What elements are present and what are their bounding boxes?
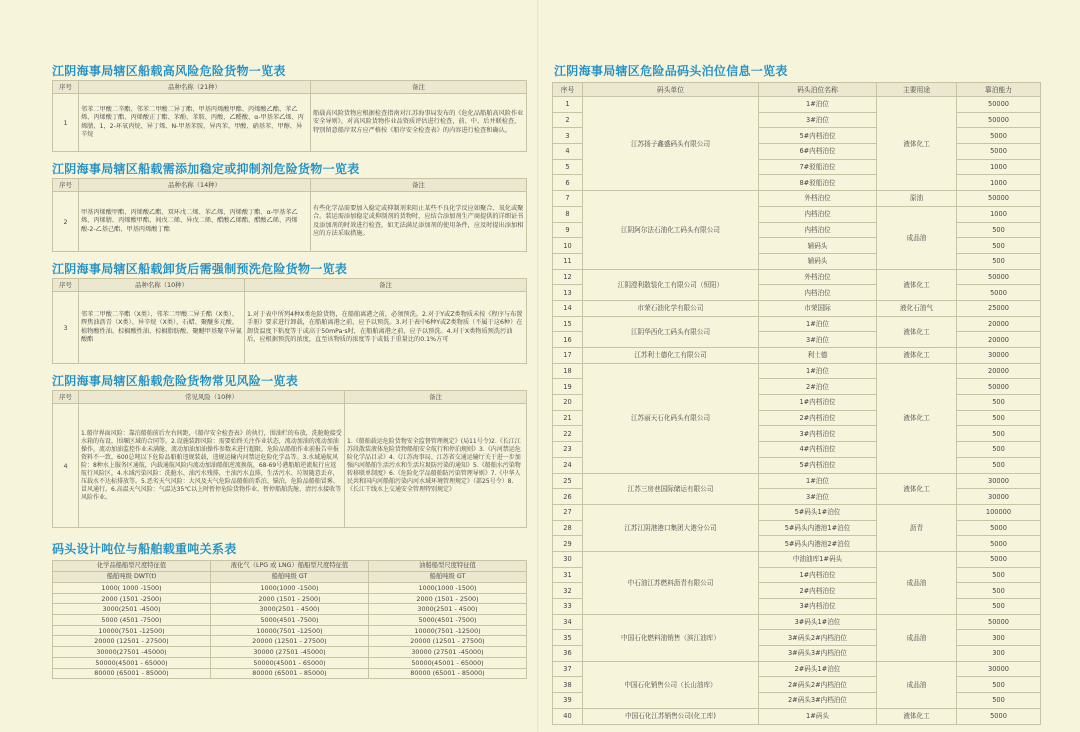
berth-cell: 5#码头内港池1#泊位	[759, 520, 877, 536]
capacity-cell: 50000	[957, 614, 1041, 630]
row-number: 22	[553, 426, 583, 442]
row-number: 6	[553, 175, 583, 191]
common-risk-table	[52, 390, 527, 528]
use-cell: 液化石油气	[877, 300, 957, 316]
gas-ship-subheader: 船舶吨级 GT	[211, 572, 369, 583]
company-cell: 江阴澄利散装化工有限公司（恒阳）	[583, 269, 759, 300]
berth-cell: 2#码头3#内档泊位	[759, 693, 877, 709]
berth-cell: 5#码头内港池2#泊位	[759, 536, 877, 552]
use-cell: 液体化工	[877, 708, 957, 724]
company-cell: 江苏丽天石化码头有限公司	[583, 363, 759, 473]
chemical-ship-subheader: 船舶吨级 DWT(t)	[53, 572, 211, 583]
capacity-cell: 20000	[957, 363, 1041, 379]
berth-cell: 3#码头2#内档泊位	[759, 630, 877, 646]
tonnage-cell: 2000 (1501 - 2500)	[211, 593, 369, 604]
table-row	[553, 504, 1041, 520]
tonnage-cell: 3000(2501 - 4500)	[211, 604, 369, 615]
table-row	[553, 269, 1041, 285]
col-header-capacity: 靠泊能力	[957, 83, 1041, 97]
row-number: 13	[553, 285, 583, 301]
row-number: 29	[553, 536, 583, 552]
capacity-cell: 500	[957, 222, 1041, 238]
capacity-cell: 500	[957, 253, 1041, 269]
row-number: 4	[53, 404, 79, 528]
col-header-note: 备注	[245, 279, 527, 292]
berth-table-title: 江阴海事局辖区危险品码头泊位信息一览表	[554, 64, 788, 78]
tonnage-cell: 50000(45001 - 65000)	[53, 657, 211, 668]
tonnage-cell: 80000 (65001 - 85000)	[369, 668, 527, 679]
use-cell: 成品油	[877, 551, 957, 614]
col-header-no: 序号	[53, 391, 79, 404]
row-number: 28	[553, 520, 583, 536]
capacity-cell: 500	[957, 410, 1041, 426]
berth-cell: 2#泊位	[759, 379, 877, 395]
capacity-cell: 1000	[957, 175, 1041, 191]
row-number: 38	[553, 677, 583, 693]
col-header-no: 序号	[53, 279, 79, 292]
row-number: 3	[553, 128, 583, 144]
tonnage-cell: 3000(2501 - 4500)	[369, 604, 527, 615]
row-number: 33	[553, 599, 583, 615]
berth-cell: 中油油库1#码头	[759, 551, 877, 567]
tonnage-cell: 5000(4501 -7500)	[211, 615, 369, 626]
tonnage-cell: 50000(45001 - 65000)	[369, 657, 527, 668]
use-cell: 成品油	[877, 206, 957, 269]
tonnage-cell: 2000 (1501 -2500)	[53, 593, 211, 604]
berth-cell: 3#内档泊位	[759, 426, 877, 442]
company-cell: 江苏江阴港港口集团大港分公司	[583, 504, 759, 551]
tonnage-cell: 20000 (12501 - 27500)	[53, 636, 211, 647]
row-number: 2	[53, 192, 79, 252]
row-number: 40	[553, 708, 583, 724]
table-row	[553, 316, 1041, 332]
col-header-note: 备注	[345, 391, 527, 404]
use-cell: 液体化工	[877, 316, 957, 347]
tonnage-cell: 20000 (12501 - 27500)	[211, 636, 369, 647]
capacity-cell: 5000	[957, 128, 1041, 144]
berth-table	[552, 82, 1041, 725]
row-number: 12	[553, 269, 583, 285]
regulation-list: 1.《船舶载运危险货物安全监督管理规定》(局11号令)2.《长江江苏段散装液体危险货物船舶安全航行和停泊规则》3.《内河禁运危险化学品目录》4.《江苏海事局、江苏省交通运输厅关于进一步加强内河船舶生活污水和生活垃圾防污染的通知》5.《船舶水污染物转移联单制度》6.《危险化学品船舶防污染管理导则》7.《中华人民共和国内河船舶污染内河水域环境管理规定》（部25号令）8.《长江干线水上交通安全管理特别规定》	[345, 404, 527, 528]
tonnage-cell: 3000(2501 -4500)	[53, 604, 211, 615]
remark: 船载高风险货物应根据检查指南对江苏海事局发布的《危化品船舶高风险作业安全导则》，对高风险货物作业品资质评估进行检查，前、中、后并联检查，特别留意船岸双方应严格按《船岸安全检查表》的内容进行检查和确认。	[311, 94, 527, 152]
table-row	[53, 625, 527, 636]
col-header-note: 备注	[311, 81, 527, 94]
berth-cell: 1#泊位	[759, 473, 877, 489]
use-cell: 液体化工	[877, 97, 957, 191]
capacity-cell: 500	[957, 693, 1041, 709]
col-header-use: 主要用途	[877, 83, 957, 97]
company-cell: 中石油江苏燃料沥青有限公司	[583, 551, 759, 614]
row-number: 23	[553, 442, 583, 458]
table-row	[553, 97, 1041, 113]
oil-ship-subheader: 船舶吨级 GT	[369, 572, 527, 583]
capacity-cell: 500	[957, 599, 1041, 615]
berth-cell: 1#内档泊位	[759, 395, 877, 411]
remark: 1.对于表中所列4种X类危险货物，在船舶离港之前，必须预洗。2.对于Y或Z类物质未按《程序与布置手册》要求进行卸载，在船舶离港之前，应予以预洗。3.对于表中6种Y或Z类物质（不属于这6种）在卸货温度下粘度等于或高于50mPa·s时，在船舶离港之前，应予以预洗。4.对于X类物质预洗污油后，应根据预洗的浓度，直至该物质的浓度等于或低于重量比的0.1%方可	[245, 292, 527, 364]
table3-title: 江阴海事局辖区船载卸货后需强制预洗危险货物一览表	[52, 262, 348, 276]
tonnage-cell: 1000(1000 -1500)	[211, 583, 369, 594]
row-number: 9	[553, 222, 583, 238]
row-number: 21	[553, 410, 583, 426]
capacity-cell: 30000	[957, 489, 1041, 505]
remark: 有些化学品需要加入稳定或抑制剂来阻止某些不良化学反应如聚合、氧化或聚合。装运需添加稳定或抑制剂的货物时，应结合添加剂生产商提供的详细证书及添加剂的时效进行检查，如无法满足添加剂的使用条件，应及时提出添加相应的方法采取措施。	[311, 192, 527, 252]
row-number: 10	[553, 238, 583, 254]
berth-cell: 2#内档泊位	[759, 583, 877, 599]
capacity-cell: 50000	[957, 191, 1041, 207]
tonnage-cell: 80000 (65001 - 85000)	[53, 668, 211, 679]
berth-cell: 2#码头1#泊位	[759, 661, 877, 677]
capacity-cell: 500	[957, 457, 1041, 473]
capacity-cell: 1000	[957, 206, 1041, 222]
berth-cell: 1#内档泊位	[759, 567, 877, 583]
berth-cell: 3#泊位	[759, 489, 877, 505]
row-number: 1	[553, 97, 583, 113]
capacity-cell: 1000	[957, 159, 1041, 175]
berth-cell: 7#驳船泊位	[759, 159, 877, 175]
capacity-cell: 30000	[957, 661, 1041, 677]
col-header-no: 序号	[53, 81, 79, 94]
company-cell: 江阴华西化工码头有限公司	[583, 316, 759, 347]
right-page	[540, 0, 1080, 732]
berth-cell: 外档泊位	[759, 269, 877, 285]
capacity-cell: 5000	[957, 144, 1041, 160]
capacity-cell: 20000	[957, 332, 1041, 348]
table5-title: 码头设计吨位与船舶载重吨关系表	[52, 542, 237, 556]
table2-title: 江阴海事局辖区船载需添加稳定或抑制剂危险货物一览表	[52, 162, 360, 176]
row-number: 11	[553, 253, 583, 269]
table-row	[553, 191, 1041, 207]
table4-title: 江阴海事局辖区船载危险货物常见风险一览表	[52, 374, 299, 388]
tonnage-cell: 5000(4501 -7500)	[369, 615, 527, 626]
row-number: 31	[553, 567, 583, 583]
capacity-cell: 100000	[957, 504, 1041, 520]
row-number: 8	[553, 206, 583, 222]
capacity-cell: 300	[957, 646, 1041, 662]
berth-cell: 1#泊位	[759, 316, 877, 332]
col-header-name: 品种名称（14种）	[79, 179, 311, 192]
use-cell: 成品油	[877, 661, 957, 708]
row-number: 25	[553, 473, 583, 489]
row-number: 26	[553, 489, 583, 505]
table-row	[53, 647, 527, 658]
berth-cell: 6#内档泊位	[759, 144, 877, 160]
col-header-risk: 常见风险（10种）	[79, 391, 345, 404]
tonnage-cell: 10000(7501 -12500)	[211, 625, 369, 636]
company-cell: 市荣石油化学有限公司	[583, 300, 759, 316]
capacity-cell: 5000	[957, 551, 1041, 567]
capacity-cell: 50000	[957, 112, 1041, 128]
capacity-cell: 25000	[957, 300, 1041, 316]
tonnage-cell: 30000 (27501 -45000)	[369, 647, 527, 658]
row-number: 1	[53, 94, 79, 152]
berth-cell: 市荣国际	[759, 300, 877, 316]
table-row	[553, 300, 1041, 316]
capacity-cell: 500	[957, 395, 1041, 411]
capacity-cell: 5000	[957, 285, 1041, 301]
oil-ship-header: 油船船型尺度特征值	[369, 561, 527, 572]
berth-cell: 2#码头2#内档泊位	[759, 677, 877, 693]
berth-cell: 5#码头1#泊位	[759, 504, 877, 520]
capacity-cell: 50000	[957, 269, 1041, 285]
row-number: 32	[553, 583, 583, 599]
col-header-no: 序号	[553, 83, 583, 97]
company-cell: 江阴阿尔法石油化工码头有限公司	[583, 191, 759, 269]
berth-cell: 4#内档泊位	[759, 442, 877, 458]
col-header-name: 品种名称（21种）	[79, 81, 311, 94]
tonnage-cell: 80000 (65001 - 85000)	[211, 668, 369, 679]
berth-cell: 3#码头1#泊位	[759, 614, 877, 630]
capacity-cell: 50000	[957, 379, 1041, 395]
tonnage-cell: 5000 (4501 -7500)	[53, 615, 211, 626]
berth-cell: 2#内档泊位	[759, 410, 877, 426]
use-cell: 液体化工	[877, 269, 957, 300]
table-row	[53, 615, 527, 626]
capacity-cell: 500	[957, 583, 1041, 599]
table-row	[553, 614, 1041, 630]
row-number: 18	[553, 363, 583, 379]
risk-list: 1.船岸界面风险：靠泊船舶前后左右间距，《船岸安全检查表》的执行，围油栏的布放，洗舱舱接受水箱的布设，围堰区域的合同等。2.设施装卸风险：需要始终关注作业状态，流动加油的流动加油操作，流动加油监控作业未满舱，流动加油加油操作参数未进行超限，危险品船舶作业前报告申报资料不一致，600总吨以下危险品船舶违规装载，违规运输内河禁运危险化学品等。3.水域通航风险：8种水上服务区通航，内载通航风险内流动加油船舶逆流换航，68-69号港船舶逆流航行应返航行风险区，4.水域污染风险：洗舱水、油污水残排，主油污水直排，生活污水、垃圾随意丢弃，压载水不达标排放等。5.恶劣天气风险：大风及天气危险品船舶的系泊、锚泊，危险品船舶冒雾、冒风通行。6.高温天气风险：气温达35℃以上时暂停危险货物作业，暂停船舶洗舱、清污水接收等风险作业。	[79, 404, 345, 528]
row-number: 2	[553, 112, 583, 128]
capacity-cell: 500	[957, 567, 1041, 583]
row-number: 4	[553, 144, 583, 160]
tonnage-cell: 1000( 1000 -1500)	[53, 583, 211, 594]
berth-cell: 3#码头3#内档泊位	[759, 646, 877, 662]
berth-cell: 8#驳船泊位	[759, 175, 877, 191]
prewash-cargo-table	[52, 278, 527, 364]
col-header-name: 品种名称（10种）	[79, 279, 245, 292]
gas-ship-header: 液化气（LPG 或 LNG）船船型尺度特征值	[211, 561, 369, 572]
tonnage-cell: 2000 (1501 - 2500)	[369, 593, 527, 604]
table1-title: 江阴海事局辖区船载高风险危险货物一览表	[52, 64, 286, 78]
row-number: 30	[553, 551, 583, 567]
capacity-cell: 5000	[957, 708, 1041, 724]
capacity-cell: 500	[957, 238, 1041, 254]
use-cell: 原油	[877, 191, 957, 207]
company-cell: 中国石化燃料油销售（滨江油库）	[583, 614, 759, 661]
use-cell: 液体化工	[877, 348, 957, 364]
table-row	[553, 363, 1041, 379]
row-number: 17	[553, 348, 583, 364]
row-number: 5	[553, 159, 583, 175]
row-number: 20	[553, 395, 583, 411]
use-cell: 液体化工	[877, 363, 957, 473]
table-row	[53, 657, 527, 668]
row-number: 37	[553, 661, 583, 677]
tonnage-cell: 10000(7501 -12500)	[369, 625, 527, 636]
company-cell: 中国石化销售公司（长山油库）	[583, 661, 759, 708]
capacity-cell: 30000	[957, 473, 1041, 489]
table-row	[553, 473, 1041, 489]
berth-cell: 1#泊位	[759, 97, 877, 113]
row-number: 36	[553, 646, 583, 662]
row-number: 39	[553, 693, 583, 709]
berth-cell: 辅码头	[759, 238, 877, 254]
row-number: 34	[553, 614, 583, 630]
chemical-ship-header: 化学品船船型尺度特征值	[53, 561, 211, 572]
capacity-cell: 300	[957, 630, 1041, 646]
high-risk-cargo-table	[52, 80, 527, 152]
table-row	[53, 604, 527, 615]
berth-cell: 5#内档泊位	[759, 128, 877, 144]
use-cell: 液体化工	[877, 473, 957, 504]
tonnage-table	[52, 560, 527, 679]
col-header-berth: 码头泊位名称	[759, 83, 877, 97]
row-number: 3	[53, 292, 79, 364]
company-cell: 江苏扬子鑫盛码头有限公司	[583, 97, 759, 191]
table-row	[553, 551, 1041, 567]
berth-cell: 3#内档泊位	[759, 599, 877, 615]
cargo-list: 邻苯二甲酸二辛酯（X类）、邻苯二甲酸二异壬酯（X类）、辉焦油沥青（X类）、异辛烷（X类），石蜡、聚醚多元酸、植物酸性油、棕榈酸性油、棕榈脂肪酸、聚醚甲基聚辛异氰酸酯	[79, 292, 245, 364]
berth-cell: 3#泊位	[759, 112, 877, 128]
berth-cell: 内档泊位	[759, 206, 877, 222]
table-row	[53, 593, 527, 604]
table-row	[53, 583, 527, 594]
row-number: 7	[553, 191, 583, 207]
table-row	[553, 348, 1041, 364]
cargo-list: 甲基丙烯酸甲酯、丙烯酸乙酯、双环戊二烯、苯乙烯、丙烯酸丁酯、α-甲基苯乙烯、丙烯腈、丙烯酸甲酯、间戊二烯、异戊二烯、醋酸乙烯酯、醋酸乙烯、丙烯酸-2-乙基己酯、甲基丙烯酸丁酯	[79, 192, 311, 252]
row-number: 35	[553, 630, 583, 646]
capacity-cell: 50000	[957, 97, 1041, 113]
capacity-cell: 30000	[957, 348, 1041, 364]
berth-cell: 利士德	[759, 348, 877, 364]
use-cell: 沥青	[877, 504, 957, 551]
row-number: 27	[553, 504, 583, 520]
berth-cell: 5#内档泊位	[759, 457, 877, 473]
stabilizer-cargo-table	[52, 178, 527, 252]
capacity-cell: 500	[957, 442, 1041, 458]
row-number: 15	[553, 316, 583, 332]
berth-cell: 外档泊位	[759, 191, 877, 207]
tonnage-cell: 20000 (12501 - 27500)	[369, 636, 527, 647]
berth-cell: 辅码头	[759, 253, 877, 269]
berth-cell: 内档泊位	[759, 285, 877, 301]
company-cell: 江苏利士德化工有限公司	[583, 348, 759, 364]
capacity-cell: 5000	[957, 536, 1041, 552]
use-cell: 成品油	[877, 614, 957, 661]
berth-cell: 1#泊位	[759, 363, 877, 379]
row-number: 24	[553, 457, 583, 473]
capacity-cell: 20000	[957, 316, 1041, 332]
col-header-note: 备注	[311, 179, 527, 192]
tonnage-cell: 1000(1000 -1500)	[369, 583, 527, 594]
table-row	[53, 636, 527, 647]
row-number: 14	[553, 300, 583, 316]
capacity-cell: 500	[957, 677, 1041, 693]
col-header-company: 码头单位	[583, 83, 759, 97]
tonnage-cell: 10000(7501 -12500)	[53, 625, 211, 636]
berth-cell: 1#码头	[759, 708, 877, 724]
table-row	[553, 708, 1041, 724]
capacity-cell: 5000	[957, 520, 1041, 536]
company-cell: 江苏三房巷国际储运有限公司	[583, 473, 759, 504]
company-cell: 中国石化江苏销售公司(化工库)	[583, 708, 759, 724]
row-number: 16	[553, 332, 583, 348]
table-row	[553, 661, 1041, 677]
table-row	[53, 668, 527, 679]
capacity-cell: 500	[957, 426, 1041, 442]
cargo-list: 邻苯二甲酸二辛酯、邻苯二甲酸二异丁酯、甲基丙烯酸甲酯、丙烯酸乙酯、苯乙烯、丙烯酸丁酯、丙烯酸正丁酯、苯酚、苯胺、丙酸、乙醛酸、α-甲基苯乙烯、丙烯腈、1，2-环氧丙烷、异丁烯、N-甲基苯胺、异丙苯、甲酸、硝基苯、甲醇、异辛烷	[79, 94, 311, 152]
col-header-no: 序号	[53, 179, 79, 192]
row-number: 19	[553, 379, 583, 395]
tonnage-cell: 50000(45001 - 65000)	[211, 657, 369, 668]
tonnage-cell: 30000 (27501 -45000)	[211, 647, 369, 658]
tonnage-cell: 30000(27501 -45000)	[53, 647, 211, 658]
berth-cell: 3#泊位	[759, 332, 877, 348]
berth-cell: 内档泊位	[759, 222, 877, 238]
